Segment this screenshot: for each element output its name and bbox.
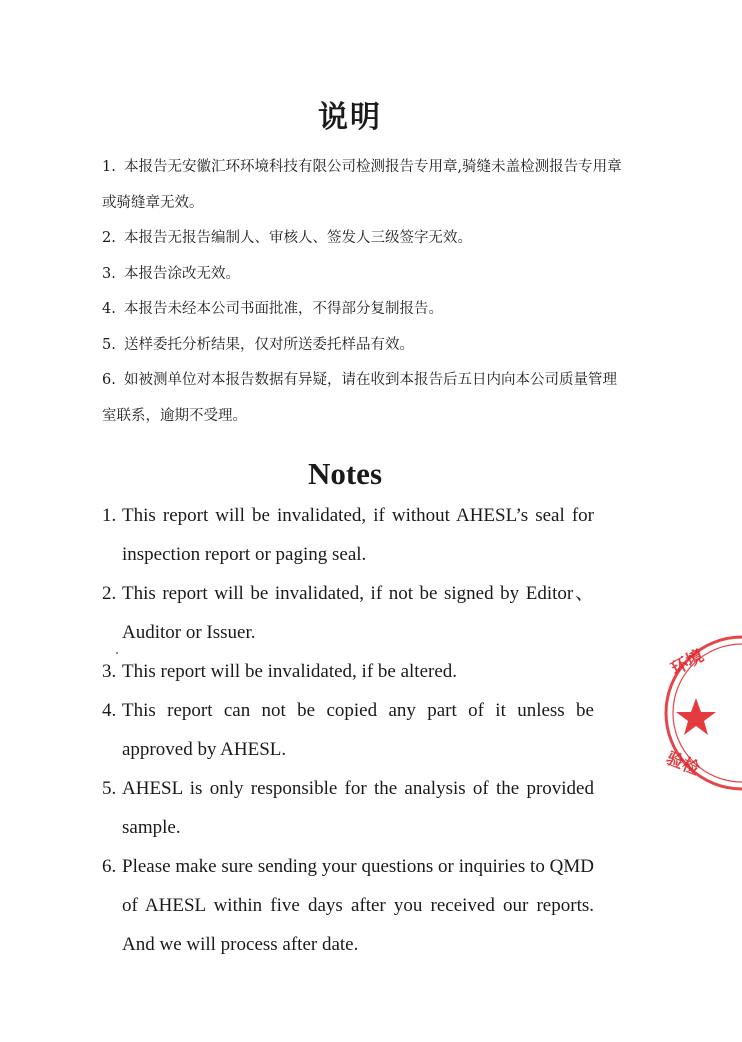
cn-title: 说明: [318, 100, 382, 135]
cn-note-item: [102, 221, 622, 257]
cn-note-number: 4.: [102, 301, 116, 317]
cn-note-text: 本报告未经本公司书面批准，不得部分复制报告。: [124, 301, 443, 317]
en-note-number: 3.: [102, 661, 117, 682]
en-title: Notes: [307, 456, 383, 491]
scan-speck: [116, 652, 118, 654]
en-note-item: [102, 652, 594, 691]
svg-text:环境: 环境: [667, 646, 708, 680]
en-note-text: This report will be invalidated, if without AHESL’s seal for inspection report or paging seal.: [122, 505, 594, 565]
cn-note-item: [102, 328, 622, 364]
en-note-item: [102, 574, 594, 652]
cn-note-text: 本报告无安徽汇环环境科技有限公司检测报告专用章,骑缝未盖检测报告专用章或骑缝章无效。: [102, 159, 622, 211]
en-note-number: 1.: [102, 505, 117, 526]
inspection-seal-stamp: [658, 628, 742, 798]
en-note-number: 2.: [102, 583, 117, 604]
en-note-text: AHESL is only responsible for the analysis of the provided sample.: [122, 778, 594, 838]
cn-note-text: 本报告无报告编制人、审核人、签发人三级签字无效。: [124, 230, 472, 246]
en-note-text: This report will be invalidated, if be altered.: [122, 661, 458, 682]
cn-note-number: 5.: [102, 336, 116, 353]
cn-note-text: 本报告涂改无效。: [124, 265, 240, 282]
en-note-item: [102, 769, 594, 847]
en-note-number: 4.: [102, 700, 117, 721]
en-note-item: [102, 847, 594, 964]
cn-note-number: 3.: [102, 265, 116, 282]
cn-note-text: 如被测单位对本报告数据有异疑，请在收到本报告后五日内向本公司质量管理室联系，逾期不受理。: [102, 372, 617, 424]
seal-star-icon: [676, 698, 716, 735]
cn-note-item: [102, 292, 622, 328]
en-note-text: This report can not be copied any part of it unless be approved by AHESL.: [122, 700, 594, 760]
cn-note-number: 6.: [102, 372, 116, 388]
en-note-number: 5.: [102, 778, 117, 799]
svg-text:验检: 验检: [663, 748, 703, 780]
cn-note-text: 送样委托分析结果，仅对所送委托样品有效。: [124, 336, 414, 353]
cn-note-item: [102, 150, 622, 221]
en-note-number: 6.: [102, 856, 117, 877]
cn-notes-list: [102, 150, 622, 434]
en-notes-list: [102, 496, 594, 964]
en-note-item: [102, 496, 594, 574]
en-note-text: Please make sure sending your questions or inquiries to QMD of AHESL within five days after you received our reports. And we will process after date.: [122, 856, 594, 955]
en-note-item: [102, 691, 594, 769]
en-note-text: This report will be invalidated, if not be signed by Editor、Auditor or Issuer.: [122, 583, 594, 643]
cn-note-item: [102, 363, 622, 434]
cn-note-item: [102, 257, 622, 293]
cn-note-number: 1.: [102, 159, 116, 175]
cn-note-number: 2.: [102, 230, 116, 246]
